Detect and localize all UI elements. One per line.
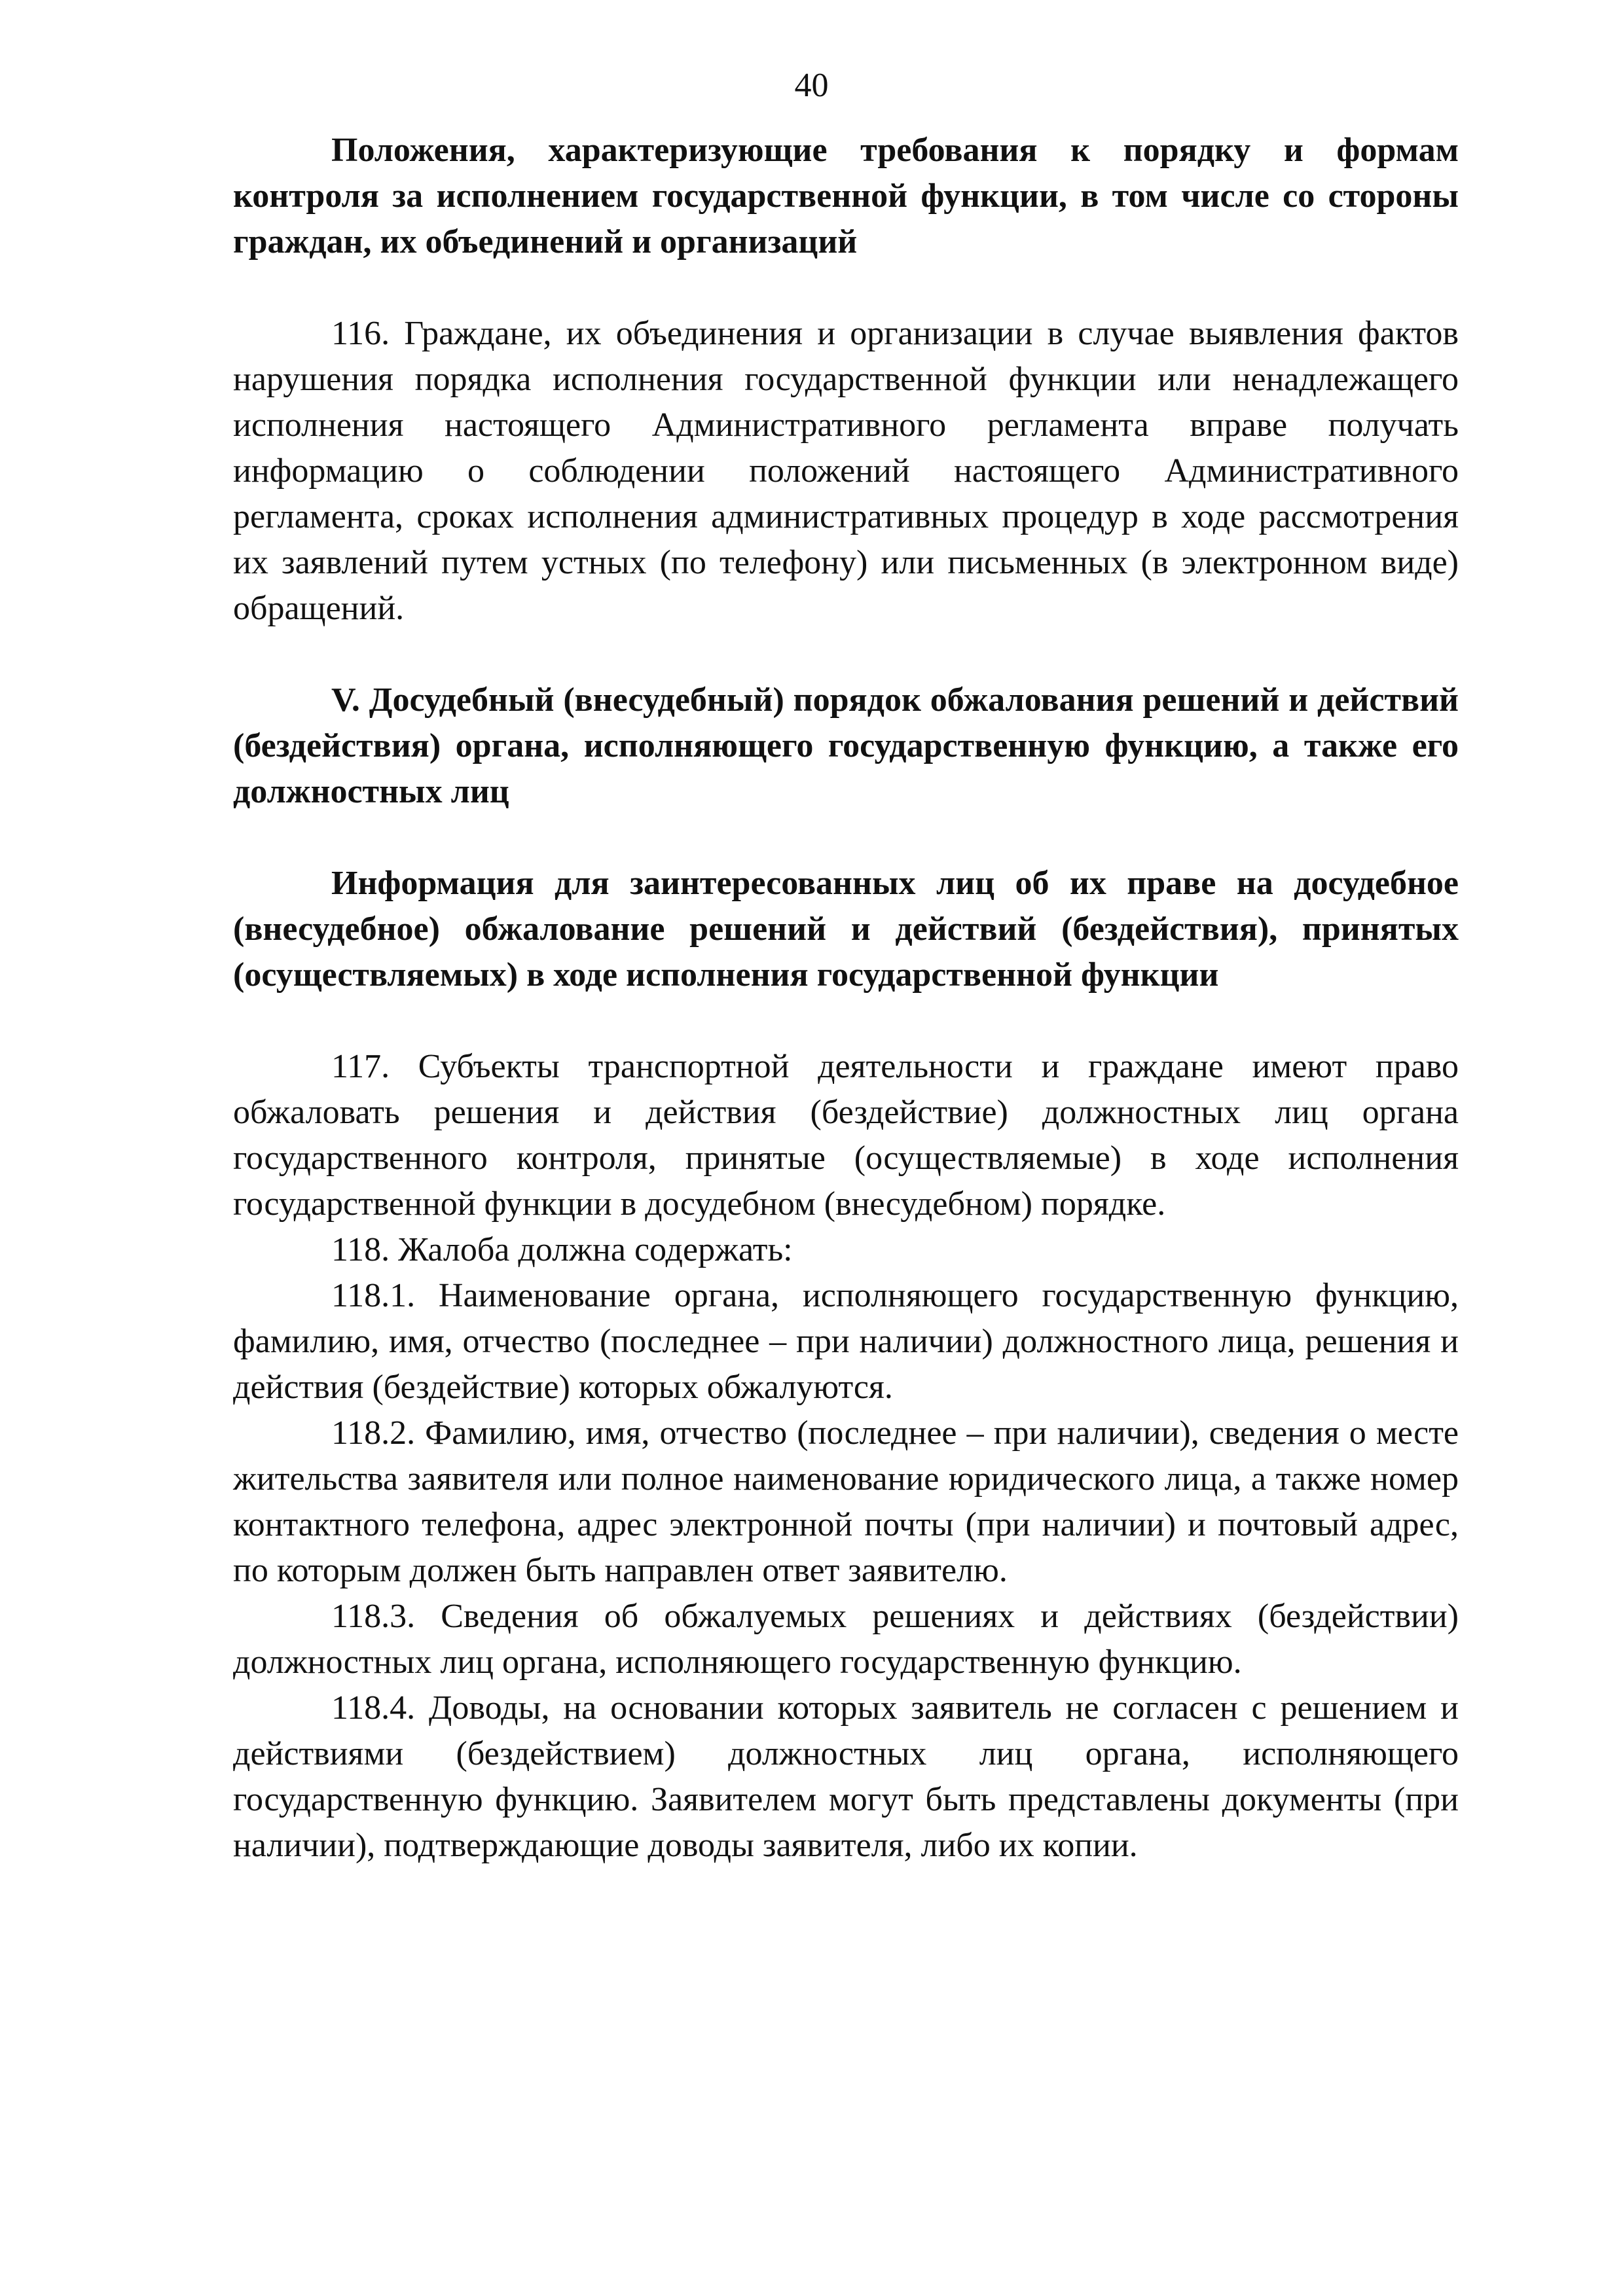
chapter-heading-v: V. Досудебный (внесудебный) порядок обжалования решений и действий (бездействия) органа, исполняющего государственную функцию, а также его должностных лиц bbox=[233, 681, 1459, 810]
paragraph-118: 118. Жалоба должна содержать: bbox=[331, 1231, 793, 1268]
spacer bbox=[233, 998, 1459, 1044]
section-heading-control: Положения, характеризующие требования к порядку и формам контроля за исполнением государственной функции, в том числе со стороны граждан, их объединений и организаций bbox=[233, 132, 1459, 260]
document-body bbox=[233, 128, 1459, 1869]
paragraph-118-1: 118.1. Наименование органа, исполняющего государственную функцию, фамилию, имя, отчество (последнее – при наличии) должностного лица, решения и действия (бездействие) которых обжалуются. bbox=[233, 1277, 1459, 1406]
paragraph-117: 117. Субъекты транспортной деятельности и граждане имеют право обжаловать решения и действия (бездействие) должностных лиц органа государственного контроля, принятые (осуществляемые) в ходе исполнения государственной функции в досудебном (внесудебном) порядке. bbox=[233, 1048, 1459, 1223]
page-number: 40 bbox=[794, 67, 829, 104]
paragraph-116: 116. Граждане, их объединения и организации в случае выявления фактов нарушения порядка исполнения государственной функции или ненадлежащего исполнения настоящего Административного регламента вправе получать информацию о соблюдении положений настоящего Административного регламента, сроках исполнения административных процедур в ходе рассмотрения их заявлений путем устных (по телефону) или письменных (в электронном виде) обращений. bbox=[233, 315, 1459, 627]
section-heading-appeal-info: Информация для заинтересованных лиц об их праве на досудебное (внесудебное) обжалование решений и действий (бездействия), принятых (осуществляемых) в ходе исполнения государственной функции bbox=[233, 865, 1459, 994]
paragraph-118-3: 118.3. Сведения об обжалуемых решениях и действиях (бездействии) должностных лиц органа, исполняющего государственную функцию. bbox=[233, 1598, 1459, 1681]
spacer bbox=[233, 632, 1459, 677]
spacer bbox=[233, 265, 1459, 311]
spacer bbox=[233, 815, 1459, 861]
paragraph-118-2: 118.2. Фамилию, имя, отчество (последнее – при наличии), сведения о месте жительства заявителя или полное наименование юридического лица, а также номер контактного телефона, адрес электронной почты (при наличии) и почтовый адрес, по которым должен быть направлен ответ заявителю. bbox=[233, 1414, 1459, 1589]
paragraph-118-4: 118.4. Доводы, на основании которых заявитель не согласен с решением и действиями (бездействием) должностных лиц органа, исполняющего государственную функцию. Заявителем могут быть представлены документы (при наличии), подтверждающие доводы заявителя, либо их копии. bbox=[233, 1689, 1459, 1864]
